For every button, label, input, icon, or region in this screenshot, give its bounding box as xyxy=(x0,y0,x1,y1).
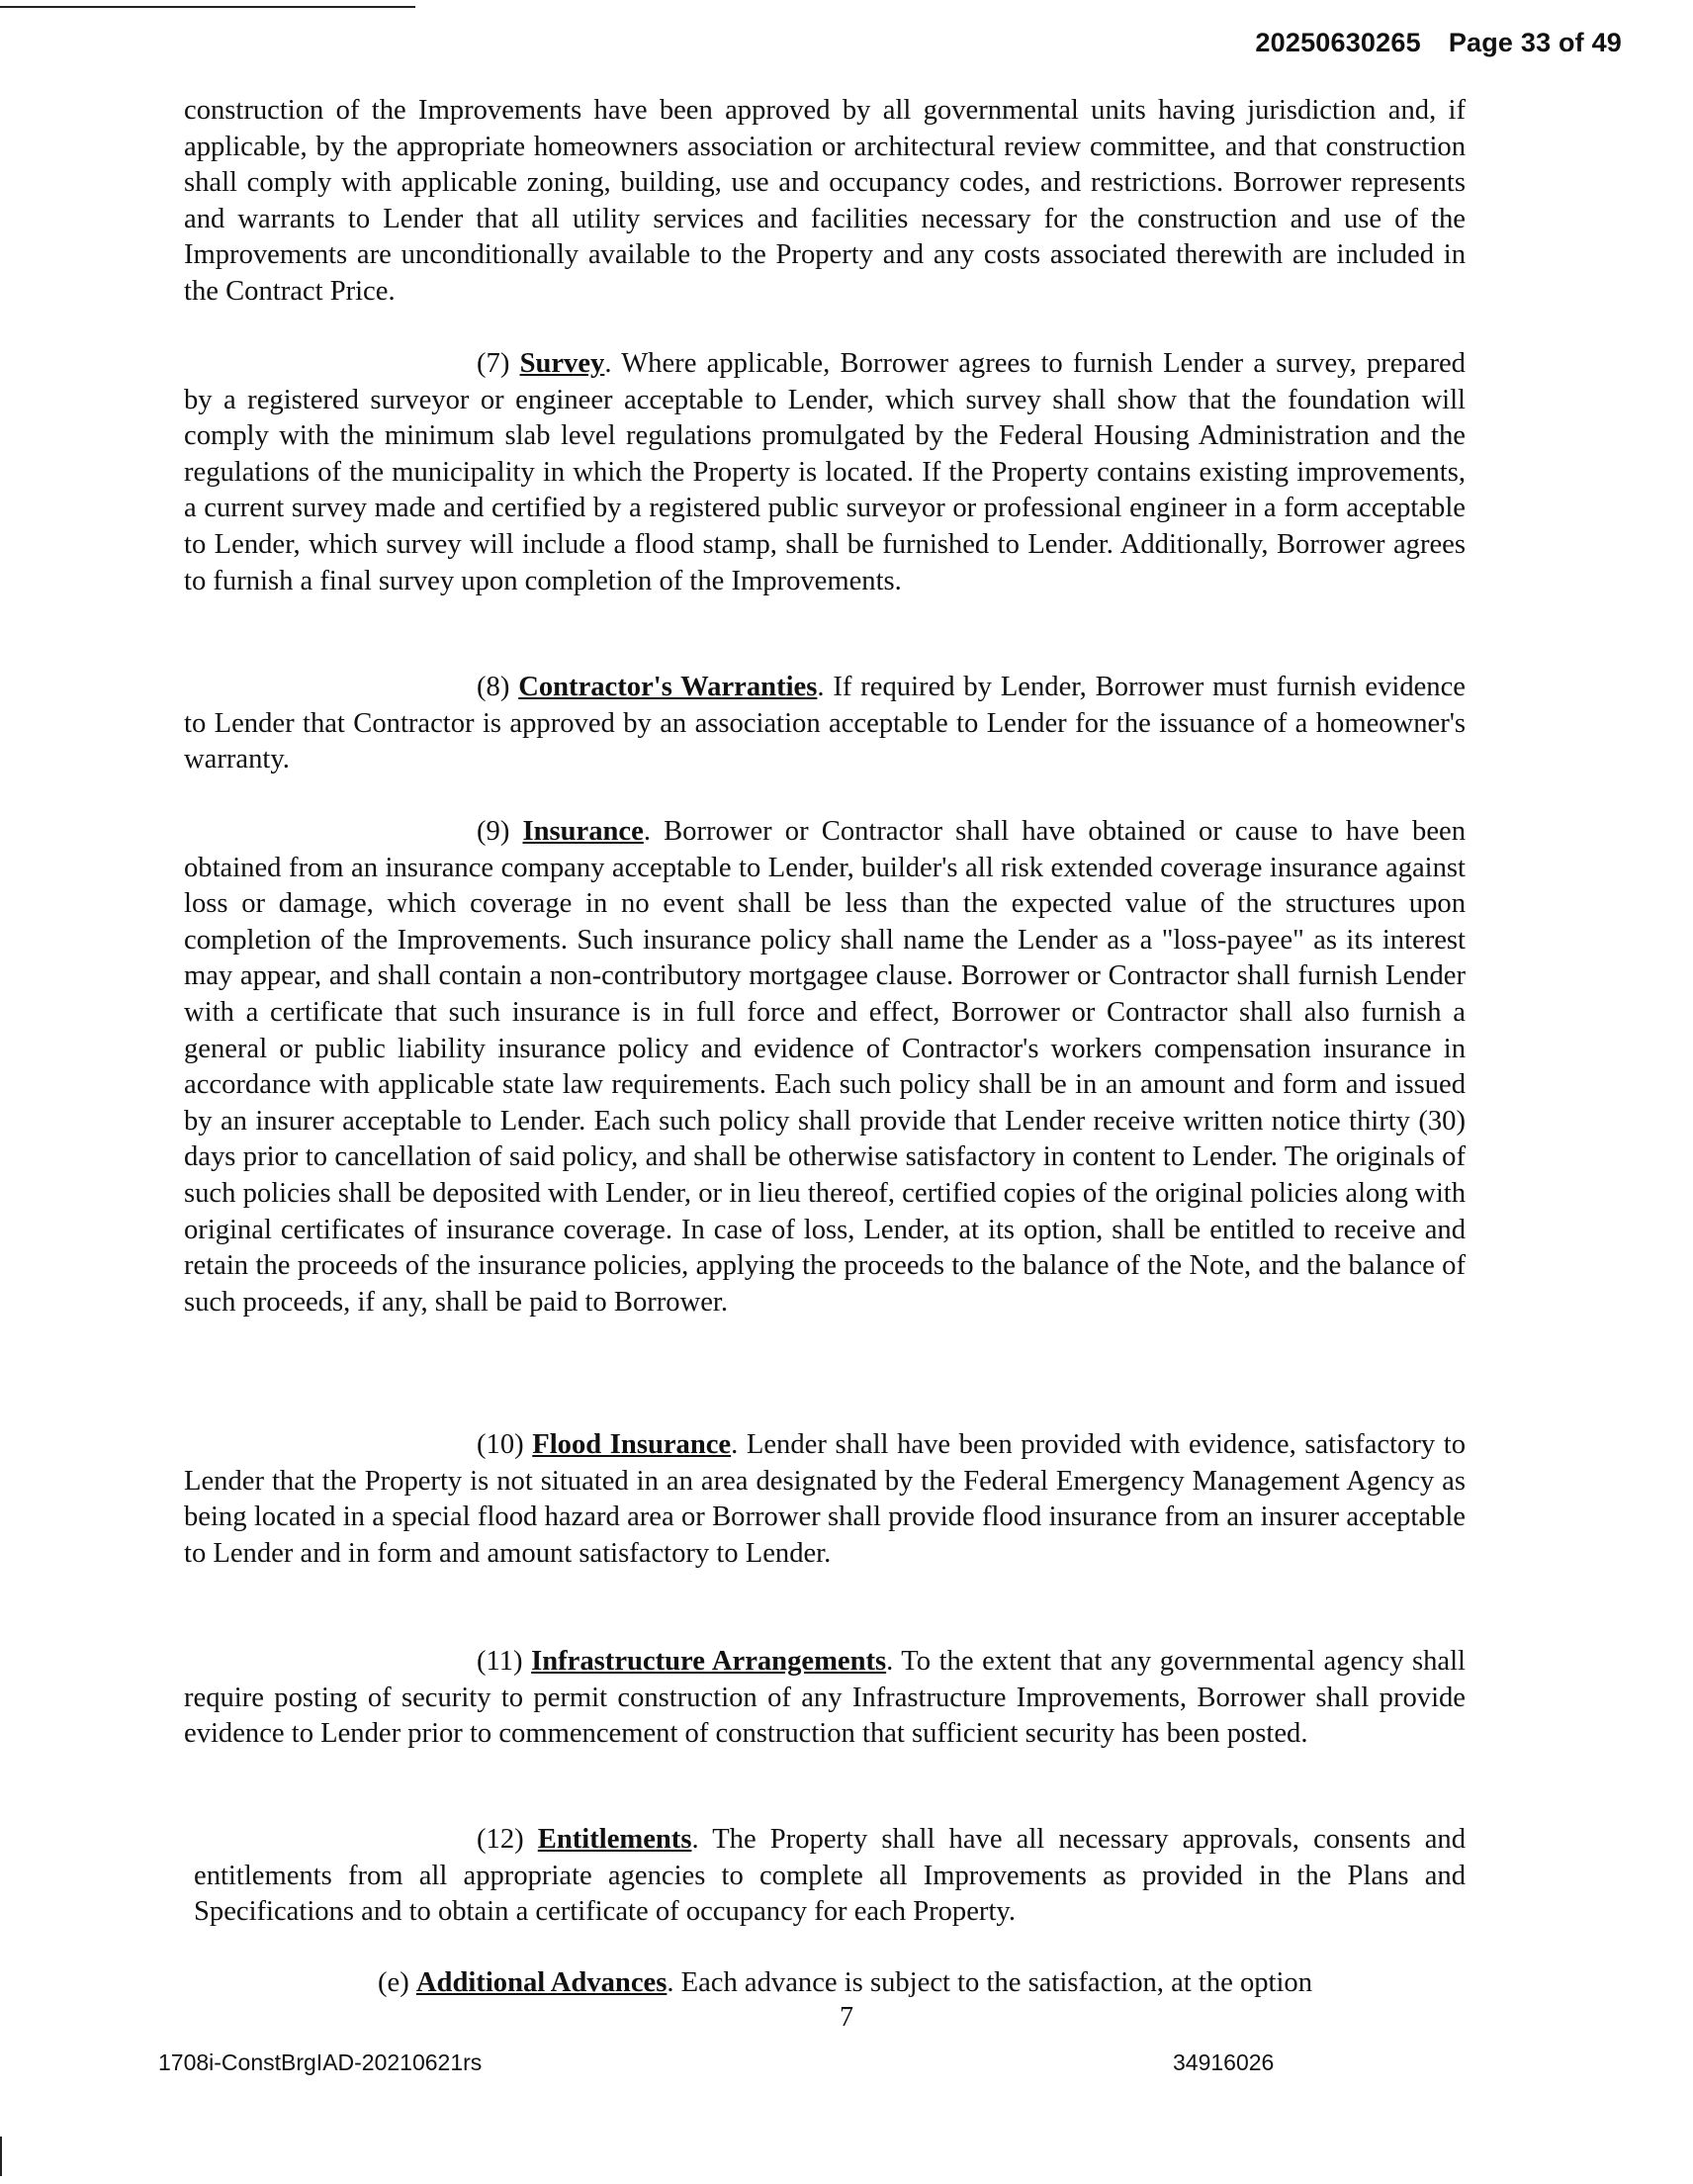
paragraph-text: . Borrower or Contractor shall have obtained or cause to have been obtained from an insurance company acceptable to Lender, builder's all risk extended coverage insurance against loss or damage, which coverage in no event shall be less than the expected value of the structures upon completion of the Improvements. Such insurance policy shall name the Lender as a "loss-payee" as its interest may appear, and shall contain a non-contributory mortgagee clause. Borrower or Contractor shall furnish Lender with a certificate that such insurance is in full force and effect, Borrower or Contractor shall also furnish a general or public liability insurance policy and evidence of Contractor's workers compensation insurance in accordance with applicable state law requirements. Each such policy shall be in an amount and form and issued by an insurer acceptable to Lender. Each such policy shall provide that Lender receive written notice thirty (30) days prior to cancellation of said policy, and shall be otherwise satisfactory in content to Lender. The originals of such policies shall be deposited with Lender, or in lieu thereof, certified copies of the original policies along with original certificates of insurance coverage. In case of loss, Lender, at its option, shall be entitled to receive and retain the proceeds of the insurance policies, applying the proceeds to the balance of the Note, and the balance of such proceeds, if any, shall be paid to Borrower. xyxy=(184,816,1466,1318)
heading-flood: Flood Insurance xyxy=(532,1429,732,1460)
heading-infrastructure: Infrastructure Arrangements xyxy=(531,1646,887,1677)
item-number: (10) xyxy=(477,1429,524,1460)
item-number: (9) xyxy=(477,816,510,847)
item-number: (e) xyxy=(378,1967,409,1998)
paragraph-additional-advances xyxy=(184,1965,1466,2002)
body-p11 xyxy=(184,1644,1466,1753)
paragraph-continuation: construction of the Improvements have been approved by all governmental units having jurisdiction and, if applicable, by the appropriate homeowners association or architectural review committee, and that construction shall comply with applicable zoning, building, use and occupancy codes, and restrictions. Borrower represents and warrants to Lender that all utility services and facilities necessary for the construction and use of the Improvements are unconditionally available to the Property and any costs associated therewith are included in the Contract Price. xyxy=(184,95,1466,307)
body-p0 xyxy=(184,93,1466,311)
item-number: (11) xyxy=(477,1646,523,1677)
paragraph-entitlements xyxy=(194,1822,1466,1931)
heading-insurance: Insurance xyxy=(522,816,644,847)
item-number: (7) xyxy=(477,348,510,379)
paragraph-text: . The Property shall have all necessary approvals, consents and entitlements from all appropriate agencies to complete all Improvements as provided in the Plans and Specifications and to obtain a certificate of occupancy for each Property. xyxy=(194,1824,1466,1928)
body-p12 xyxy=(194,1822,1466,1931)
heading-entitlements: Entitlements xyxy=(537,1824,692,1855)
paragraph-warranties xyxy=(184,670,1466,778)
page-number: 7 xyxy=(840,2002,853,2033)
item-number: (8) xyxy=(477,672,510,702)
paragraph-infrastructure xyxy=(184,1644,1466,1753)
document-number: 20250630265 xyxy=(1255,28,1421,57)
heading-additional-advances: Additional Advances xyxy=(415,1967,668,1998)
footer-document-code: 1708i-ConstBrgIAD-20210621rs xyxy=(158,2049,483,2075)
item-number: (12) xyxy=(477,1824,524,1855)
body-p10 xyxy=(184,1427,1466,1572)
paragraph-flood xyxy=(184,1427,1466,1572)
paragraph-survey xyxy=(184,346,1466,599)
heading-survey: Survey xyxy=(519,348,605,379)
page-label: Page 33 of 49 xyxy=(1448,28,1622,57)
paragraph-text: . To the extent that any governmental agency shall require posting of security to permit construction of any Infrastructure Improvements, Borrower shall provide evidence to Lender prior to commencement of construction that sufficient security has been posted. xyxy=(184,1646,1466,1750)
paragraph-text: . Where applicable, Borrower agrees to furnish Lender a survey, prepared by a registered surveyor or engineer acceptable to Lender, which survey shall show that the foundation will comply with the minimum slab level regulations promulgated by the Federal Housing Administration and the regulations of the municipality in which the Property is located. If the Property contains existing improvements, a current survey made and certified by a registered public surveyor or professional engineer in a form acceptable to Lender, which survey will include a flood stamp, shall be furnished to Lender. Additionally, Borrower agrees to furnish a final survey upon completion of the Improvements. xyxy=(184,348,1466,596)
scan-edge-top xyxy=(0,6,415,8)
body-pe xyxy=(184,1965,1466,2002)
page-header xyxy=(1255,28,1622,58)
body-p8 xyxy=(184,670,1466,778)
scan-edge-left xyxy=(0,2137,2,2176)
body-p9 xyxy=(184,814,1466,1320)
footer-document-id: 34916026 xyxy=(1173,2049,1275,2075)
heading-warranties: Contractor's Warranties xyxy=(518,672,818,702)
paragraph-text: . If required by Lender, Borrower must furnish evidence to Lender that Contractor is approved by an association acceptable to Lender for the issuance of a homeowner's warranty. xyxy=(184,672,1466,775)
paragraph-text: . Each advance is subject to the satisfaction, at the option xyxy=(667,1967,1313,1998)
paragraph-text: . Lender shall have been provided with evidence, satisfactory to Lender that the Property is not situated in an area designated by the Federal Emergency Management Agency as being located in a special flood hazard area or Borrower shall provide flood insurance from an insurer acceptable to Lender and in form and amount satisfactory to Lender. xyxy=(184,1429,1467,1569)
body-p7 xyxy=(184,346,1466,599)
paragraph-insurance xyxy=(184,814,1466,1320)
